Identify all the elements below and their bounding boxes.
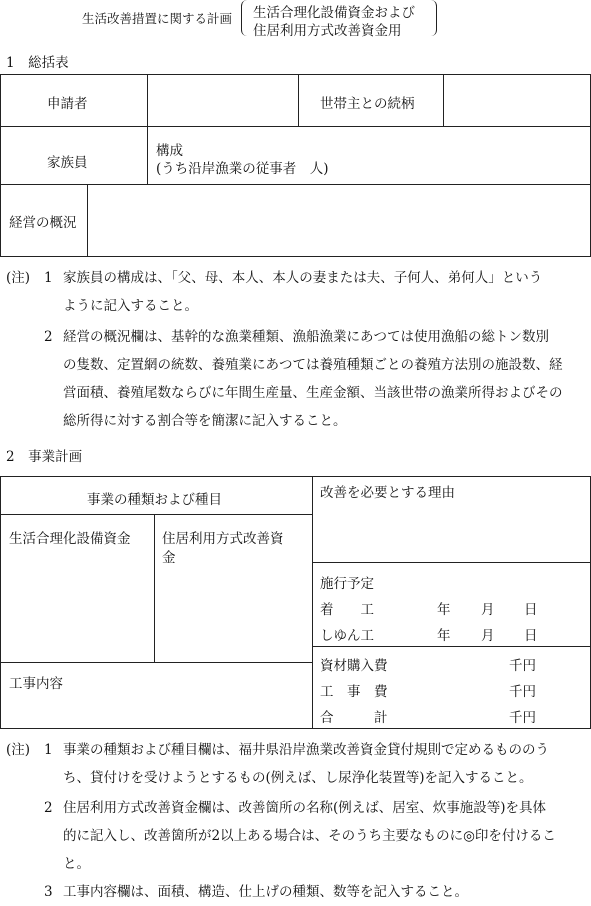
note2-3-number: 3: [44, 884, 53, 900]
finish-year: 年: [437, 628, 451, 644]
finish-label: しゆん工: [320, 628, 374, 644]
construction-unit: 千円: [509, 684, 536, 700]
business-type-header: 事業の種類および種目: [87, 492, 222, 508]
note2-1-line2: ち、貸付けを受けようとするもの(例えば、し尿浄化装置等)を記入すること。: [63, 770, 533, 786]
note2-2-line2: 的に記入し、改善箇所が2以上ある場合は、そのうち主要なものに◎印を付けるこ: [63, 828, 556, 844]
finish-month: 月: [481, 628, 495, 644]
fund-type-line1: 生活合理化設備資金および: [253, 5, 415, 21]
note1-2-line3: 営面積、養殖尾数ならびに年間生産量、生産金額、当該世帯の漁業所得およびその: [63, 385, 563, 401]
note1-2-number: 2: [44, 329, 53, 345]
note1-1-number: 1: [44, 270, 53, 286]
composition-label: 構成: [156, 143, 183, 159]
fund-type-bracket: [241, 0, 437, 39]
start-year: 年: [437, 602, 451, 618]
fund-type-line2: 住居利用方式改善資金用: [253, 23, 402, 39]
finish-day: 日: [524, 628, 538, 644]
note1-2-line2: の隻数、定置網の統数、養殖業にあつては養殖種類ごとの養殖方法別の施設数、経: [63, 357, 563, 373]
start-month: 月: [481, 602, 495, 618]
note2-label: (注): [6, 742, 31, 758]
note2-2-line1: 住居利用方式改善資金欄は、改善箇所の名称(例えば、居室、炊事施設等)を具体: [63, 800, 547, 816]
total-label: 合 計: [320, 710, 388, 726]
relation-label: 世帯主との続柄: [320, 96, 415, 112]
summary-table: [0, 74, 591, 257]
section2-title: 2 事業計画: [6, 449, 83, 465]
total-unit: 千円: [509, 710, 536, 726]
section1-title: 1 総括表: [6, 55, 69, 71]
plan-title: 生活改善措置に関する計画: [82, 11, 233, 26]
housing-fund-label-line2: 金: [162, 550, 176, 566]
note1-2-line1: 経営の概況欄は、基幹的な漁業種類、漁船漁業にあつては使用漁船の総トン数別: [63, 329, 549, 345]
note1-2-line4: 総所得に対する割合等を簡潔に記入すること。: [63, 413, 347, 429]
note1-1-line1: 家族員の構成は、「父、母、本人、本人の妻または夫、子何人、弟何人」という: [63, 270, 543, 286]
note2-1-number: 1: [44, 742, 53, 758]
materials-label: 資材購入費: [320, 658, 388, 674]
composition-sub-label: (うち沿岸漁業の従事者 人): [156, 161, 329, 177]
note2-3-line1: 工事内容欄は、面積、構造、仕上げの種類、数等を記入すること。: [63, 884, 468, 900]
management-label: 経営の概況: [9, 215, 77, 231]
reason-label: 改善を必要とする理由: [320, 485, 455, 501]
note1-1-line2: ように記入すること。: [63, 298, 198, 314]
housing-fund-label-line1: 住居利用方式改善資: [162, 531, 284, 547]
materials-unit: 千円: [509, 658, 536, 674]
note2-2-number: 2: [44, 800, 53, 816]
schedule-label: 施行予定: [320, 576, 374, 592]
start-day: 日: [524, 602, 538, 618]
applicant-label: 申請者: [47, 96, 88, 112]
note2-1-line1: 事業の種類および種目欄は、福井県沿岸漁業改善資金貸付規則で定めるもののう: [63, 742, 549, 758]
family-label: 家族員: [47, 155, 88, 171]
note1-label: (注): [6, 270, 31, 286]
business-plan-table: [0, 476, 591, 729]
start-label: 着 工: [320, 602, 374, 618]
construction-label: 工 事 費: [320, 684, 388, 700]
living-fund-label: 生活合理化設備資金: [9, 531, 131, 547]
note2-2-line3: と。: [63, 856, 90, 872]
work-content-label: 工事内容: [9, 676, 63, 692]
